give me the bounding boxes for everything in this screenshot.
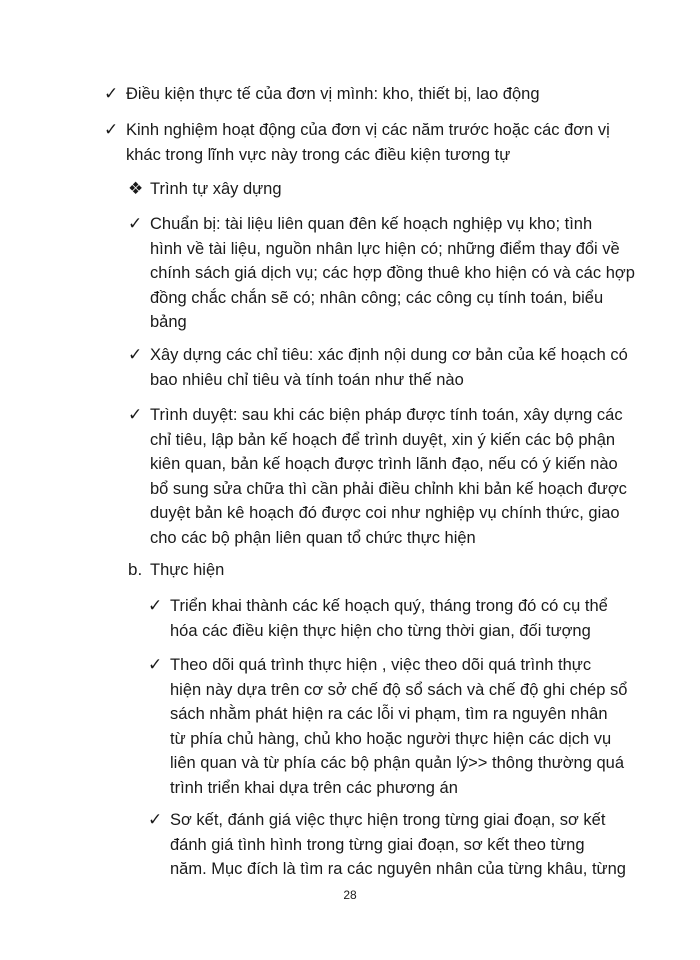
check-icon: ✓ <box>148 596 163 615</box>
text-line: bảng <box>150 313 187 331</box>
text-line: liên quan và từ phía các bộ phận quản lý>> thông thường quá <box>170 754 624 772</box>
bullet-item <box>104 118 610 167</box>
item-text <box>150 558 224 583</box>
text-line: đánh giá tình hình trong từng giai đoạn, sơ kết theo từng <box>170 835 585 854</box>
section-heading <box>128 177 282 202</box>
list-letter: b. <box>128 560 143 579</box>
item-text <box>150 212 635 335</box>
text-line: cho các bộ phận liên quan tổ chức thực hiện <box>150 528 476 547</box>
check-icon: ✓ <box>128 405 143 424</box>
item-text <box>126 118 610 167</box>
page-number: 28 <box>343 888 357 902</box>
text-line: Trình tự xây dựng <box>150 180 282 198</box>
text-line: bao nhiêu chỉ tiêu và tính toán như thế nào <box>150 370 464 389</box>
item-text <box>170 808 626 882</box>
text-line: kiên quan, bản kế hoạch được trình lãnh đạo, nếu có ý kiến nào <box>150 455 618 473</box>
text-line: năm. Mục đích là tìm ra các nguyên nhân của từng khâu, từng <box>170 860 626 878</box>
text-line: đồng chắc chắn sẽ có; nhân công; các công cụ tính toán, biểu <box>150 288 604 307</box>
item-text <box>170 653 627 800</box>
text-line: hiện này dựa trên cơ sở chế độ sổ sách và chế độ ghi chép sổ <box>170 680 628 699</box>
text-line: Chuẩn bị: tài liệu liên quan đên kế hoạch nghiệp vụ kho; tình <box>150 215 593 233</box>
section-heading <box>128 558 224 583</box>
check-icon: ✓ <box>148 810 163 829</box>
text-line: chỉ tiêu, lập bản kế hoạch để trình duyệt, xin ý kiến các bộ phận <box>150 430 616 449</box>
item-text <box>150 343 628 392</box>
bullet-item <box>128 343 628 392</box>
diamond-bullet-icon: ❖ <box>128 179 144 198</box>
item-text <box>126 82 540 107</box>
text-line: Thực hiện <box>150 561 225 579</box>
check-icon: ✓ <box>148 655 163 674</box>
bullet-item <box>148 594 608 643</box>
text-line: sách nhằm phát hiện ra các lỗi vi phạm, tìm ra nguyên nhân <box>170 705 608 723</box>
text-line: Theo dõi quá trình thực hiện , việc theo dõi quá trình thực <box>170 656 592 674</box>
text-line: từ phía chủ hàng, chủ kho hoặc người thực hiện các dịch vụ <box>170 729 612 748</box>
text-line: Kinh nghiệm hoạt động của đơn vị các năm trước hoặc các đơn vị <box>126 121 610 139</box>
text-line: Triển khai thành các kế hoạch quý, tháng trong đó có cụ thể <box>170 597 608 615</box>
bullet-item <box>148 653 627 800</box>
text-line: hóa các điều kiện thực hiện cho từng thời gian, đối tượng <box>170 621 591 640</box>
text-line: Điều kiện thực tế của đơn vị mình: kho, thiết bị, lao động <box>126 85 540 103</box>
item-text <box>150 177 282 202</box>
check-icon: ✓ <box>128 214 143 233</box>
bullet-item <box>148 808 626 882</box>
item-text <box>170 594 608 643</box>
text-line: khác trong lĩnh vực này trong các điều kiện tương tự <box>126 145 511 164</box>
check-icon: ✓ <box>104 120 119 139</box>
check-icon: ✓ <box>128 345 143 364</box>
bullet-item <box>128 212 635 335</box>
text-line: Sơ kết, đánh giá việc thực hiện trong từng giai đoạn, sơ kết <box>170 811 606 829</box>
text-line: chính sách giá dịch vụ; các hợp đồng thuê kho hiện có và các hợp <box>150 264 635 282</box>
text-line: Xây dựng các chỉ tiêu: xác định nội dung cơ bản của kế hoạch có <box>150 346 628 364</box>
bullet-item <box>104 82 540 107</box>
text-line: bổ sung sửa chữa thì cần phải điều chỉnh khi bản kế hoạch được <box>150 479 627 498</box>
text-line: trình triển khai dựa trên các phương án <box>170 778 458 797</box>
check-icon: ✓ <box>104 84 119 103</box>
item-text <box>150 403 627 550</box>
text-line: Trình duyệt: sau khi các biện pháp được tính toán, xây dựng các <box>150 406 623 424</box>
bullet-item <box>128 403 627 550</box>
text-line: hình về tài liệu, nguồn nhân lực hiện có; những điểm thay đổi về <box>150 239 620 258</box>
text-line: duyệt bản kê hoạch đó được coi như nghiệp vụ chính thức, giao <box>150 504 620 522</box>
